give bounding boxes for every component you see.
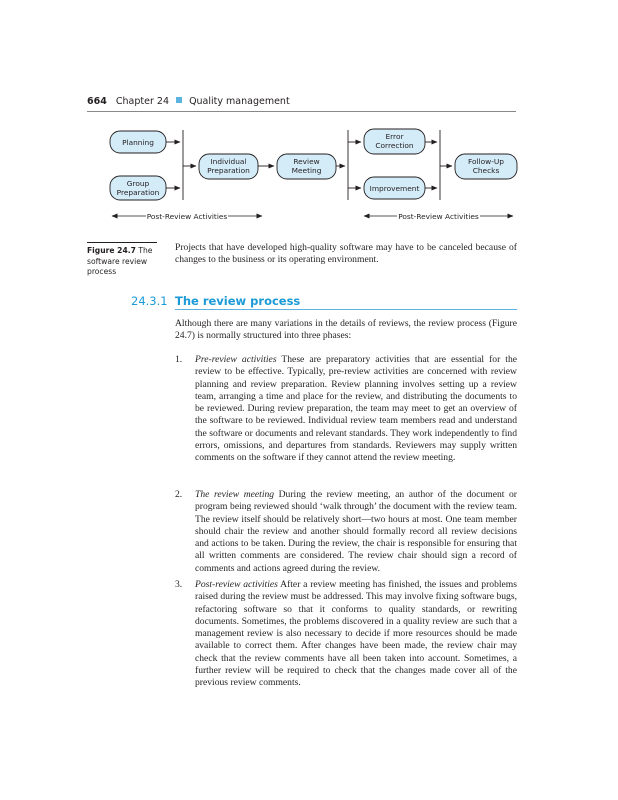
list-item-text: These are preparatory activities that are essential for the review to be effective. Typically, pre-review activities are concerned with review planning and review preparation. Review planning involves setting up a review team, arranging a time and place for the review, and distributing the documents to be reviewed. During review preparation, the team may meet to get an overview of the software to be reviewed. Individual review team members read and understand the software or documents and relevant standards. They work independently to find errors, omissions, and departures from standards. Reviewers may supply written comments on the software if they cannot attend the review meeting. <box>195 354 518 464</box>
list-item-term: Post-review activities <box>195 579 278 590</box>
phase-right <box>364 212 513 221</box>
section-title: The review process <box>175 294 301 308</box>
review-process-diagram <box>0 0 618 240</box>
list-item-term: The review meeting <box>195 489 275 500</box>
phase-left-label: Post-Review Activities <box>146 212 228 221</box>
figure-caption-text: The software review process <box>87 246 153 276</box>
node-follow-up-checks <box>455 154 517 179</box>
node-individual-preparation-label-1: Individual <box>210 157 247 166</box>
list-item-body <box>195 489 517 575</box>
chapter-label: Chapter 24 <box>115 96 169 107</box>
node-error-correction-label-2: Correction <box>375 141 414 150</box>
list-item-body <box>195 579 517 690</box>
list-item-number: 2. <box>175 489 183 500</box>
list-item-number: 1. <box>175 354 183 365</box>
node-group-preparation-label-1: Group <box>126 179 150 188</box>
list-item-term: Pre-review activities <box>195 354 277 365</box>
node-individual-preparation <box>199 154 258 179</box>
figure-caption <box>87 246 159 278</box>
section-intro: Although there are many variations in the details of reviews, the review process (Figure 24.7) is normally structured into three phases: <box>175 318 517 342</box>
node-error-correction <box>364 129 425 154</box>
intro-paragraph: Projects that have developed high-quality software may have to be canceled because of changes to the business or its operating environment. <box>175 242 517 266</box>
list-item-body <box>195 354 517 465</box>
list-item-text: During the review meeting, an author of the document or program being reviewed should ‘walk through’ the document with the review team. The review itself should be relatively short—two hours at most. One team member should chair the review and another should formally record all review decisions and actions to be taken. During the review, the chair is responsible for ensuring that all written comments are considered. The review chair should sign a record of comments and actions agreed during the review. <box>195 489 517 574</box>
caption-rule <box>87 242 157 243</box>
page-number: 664 <box>87 96 107 107</box>
node-improvement <box>364 177 425 199</box>
node-planning-label: Planning <box>122 138 154 147</box>
section-number: 24.3.1 <box>131 294 168 308</box>
list-item <box>175 579 517 690</box>
node-follow-up-checks-label-1: Follow-Up <box>468 157 504 166</box>
node-error-correction-label-1: Error <box>385 132 404 141</box>
node-group-preparation <box>110 176 166 200</box>
node-improvement-label: Improvement <box>369 184 420 193</box>
node-review-meeting-label-1: Review <box>293 157 320 166</box>
node-individual-preparation-label-2: Preparation <box>207 166 250 175</box>
node-group-preparation-label-2: Preparation <box>116 188 160 197</box>
list-item <box>175 489 517 575</box>
node-review-meeting-label-2: Meeting <box>291 166 322 175</box>
node-follow-up-checks-label-2: Checks <box>472 166 500 175</box>
list-item-number: 3. <box>175 579 183 590</box>
node-planning <box>110 131 166 153</box>
chapter-title: Quality management <box>189 96 290 107</box>
list-item <box>175 354 517 465</box>
phase-left <box>112 212 262 221</box>
figure-caption-label: Figure 24.7 <box>87 246 136 255</box>
phase-right-label: Post-Review Activities <box>398 212 479 221</box>
node-review-meeting <box>277 154 336 179</box>
list-item-text: After a review meeting has finished, the issues and problems raised during the review must be addressed. This may involve fixing software bugs, refactoring software so that it conforms to quality standards, or rewriting documents. Sometimes, the problems discovered in a quality review are such that a management review is also necessary to decide if more resources should be made available to correct them. After changes have been made, the review chair may check that the review comments have all been taken into account. Sometimes, a further review will be required to check that the changes made cover all of the previous review comments. <box>195 579 517 689</box>
section-rule <box>175 309 517 310</box>
